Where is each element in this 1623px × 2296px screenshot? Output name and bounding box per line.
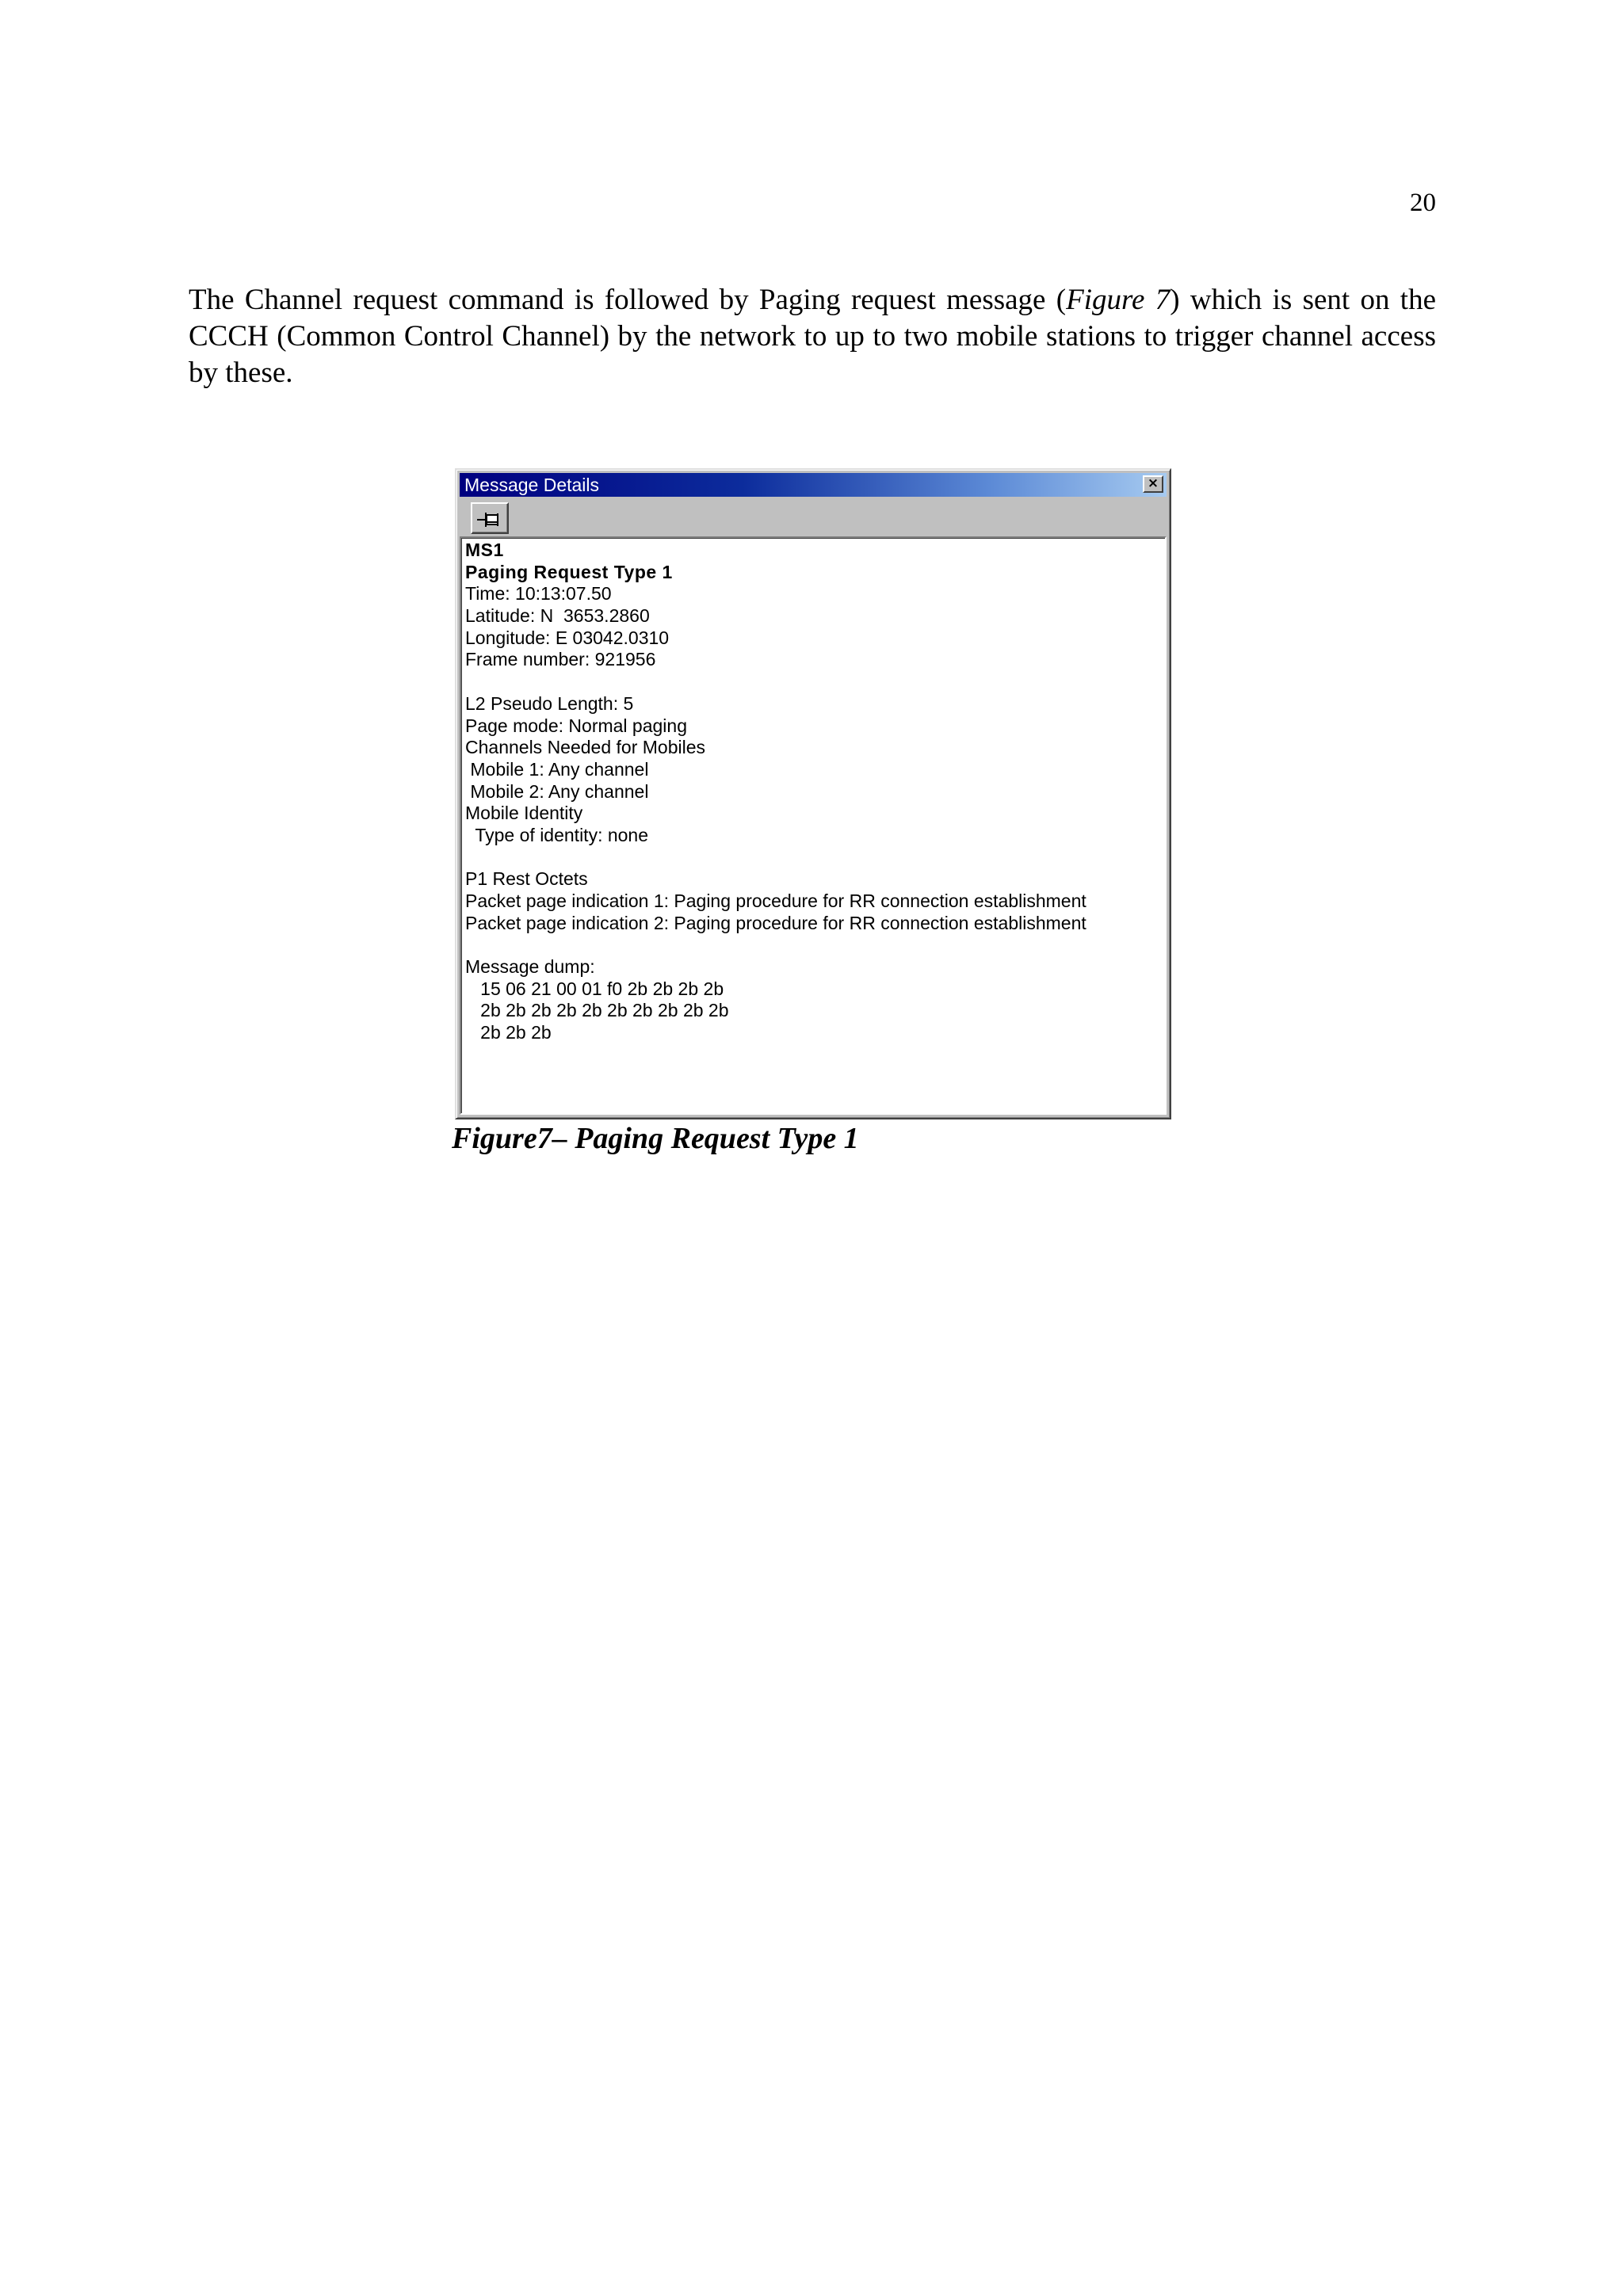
message-station-label: MS1 [465, 540, 504, 560]
message-line [465, 671, 1165, 693]
message-line [465, 847, 1165, 869]
message-line: Page mode: Normal paging [465, 715, 687, 736]
window-titlebar[interactable] [460, 473, 1167, 497]
page-number: 20 [1410, 189, 1436, 217]
message-line: Latitude: N 3653.2860 [465, 605, 650, 627]
figure-reference: Figure 7 [1066, 284, 1170, 316]
message-line: Packet page indication 2: Paging procedure for RR connection establishment [465, 912, 1086, 933]
close-button[interactable] [1143, 475, 1163, 493]
message-line: Packet page indication 1: Paging procedure for RR connection establishment [465, 891, 1086, 911]
window-toolbar [460, 498, 1167, 533]
intro-paragraph [189, 282, 1436, 391]
message-line: 15 06 21 00 01 f0 2b 2b 2b 2b [465, 978, 724, 999]
message-line: Type of identity: none [465, 824, 649, 845]
pin-button[interactable] [471, 502, 509, 534]
pushpin-icon [475, 507, 504, 529]
intro-text-1: The Channel request command is followed by Paging request message ( [189, 284, 1067, 316]
message-details-content[interactable] [460, 536, 1167, 1115]
figure-caption: Figure7– Paging Request Type 1 [452, 1122, 859, 1155]
message-line: Message dump: [465, 956, 595, 978]
message-line: Mobile Identity [465, 803, 583, 824]
message-line: Mobile 1: Any channel [465, 758, 649, 780]
message-line: 2b 2b 2b [465, 1022, 552, 1043]
message-line: Frame number: 921956 [465, 649, 656, 670]
window-title: Message Details [464, 475, 600, 495]
intro-text-2: ) which is sent on the CCCH (Common Control Channel) by the network to up to two mobile stations to trigger channel access by these. [189, 284, 1436, 389]
close-icon: × [1147, 475, 1159, 491]
message-type-heading: Paging Request Type 1 [465, 561, 673, 582]
message-line: Channels Needed for Mobiles [465, 737, 706, 758]
message-line: Mobile 2: Any channel [465, 780, 649, 802]
message-details-window [455, 468, 1171, 1119]
message-line: 2b 2b 2b 2b 2b 2b 2b 2b 2b 2b [465, 1000, 729, 1021]
message-line: Time: 10:13:07.50 [465, 583, 612, 605]
message-line: Longitude: E 03042.0310 [465, 627, 670, 648]
message-line: P1 Rest Octets [465, 868, 588, 890]
message-line: L2 Pseudo Length: 5 [465, 692, 634, 714]
message-line [465, 934, 1165, 956]
